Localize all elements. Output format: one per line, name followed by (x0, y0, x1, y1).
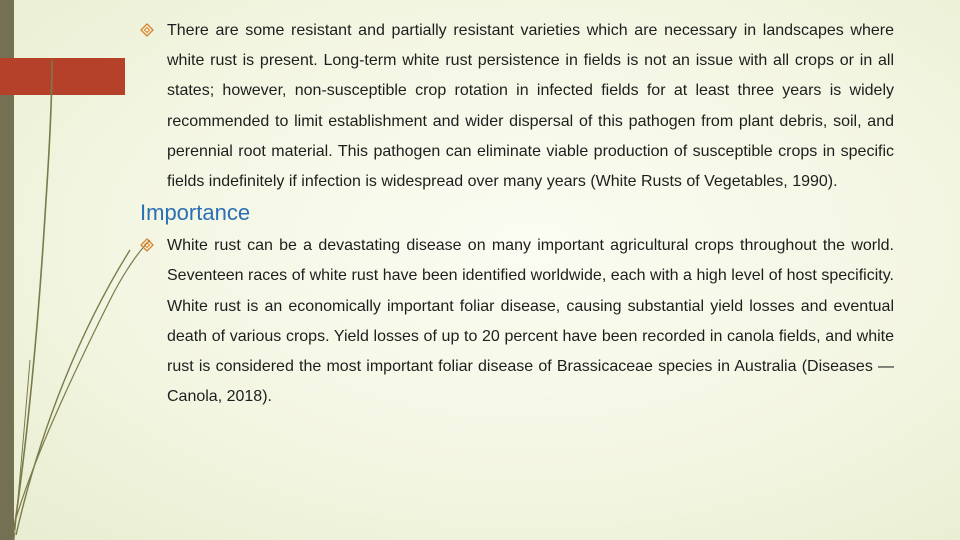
diamond-bullet-icon (140, 23, 154, 37)
bullet-paragraph-resistance (140, 16, 894, 197)
bullet-paragraph-importance (140, 231, 894, 412)
paragraph-text: There are some resistant and partially resistant varieties which are necessary in landscapes where white rust is present. Long-term white rust persistence in fields is not an issue with all crops or in all states; however, non-susceptible crop rotation in infected fields for at least three years is widely recommended to limit establishment and wider dispersal of this pathogen from plant debris, soil, and perennial root material. This pathogen can eliminate viable production of susceptible crops in specific fields indefinitely if infection is widespread over many years (White Rusts of Vegetables, 1990). (167, 22, 894, 191)
slide-content (140, 16, 894, 412)
grass-stroke-decoration (0, 0, 160, 540)
section-heading: Importance (140, 200, 251, 226)
diamond-bullet-icon (140, 238, 154, 252)
paragraph-text: White rust can be a devastating disease on many important agricultural crops throughout the world. Seventeen races of white rust have been identified worldwide, each with a high level of host specificity. White rust is an economically important foliar disease, causing substantial yield losses and eventual death of various crops. Yield losses of up to 20 percent have been recorded in canola fields, and white rust is considered the most important foliar disease of Brassicaceae species in Australia (Diseases — Canola, 2018). (167, 237, 894, 406)
